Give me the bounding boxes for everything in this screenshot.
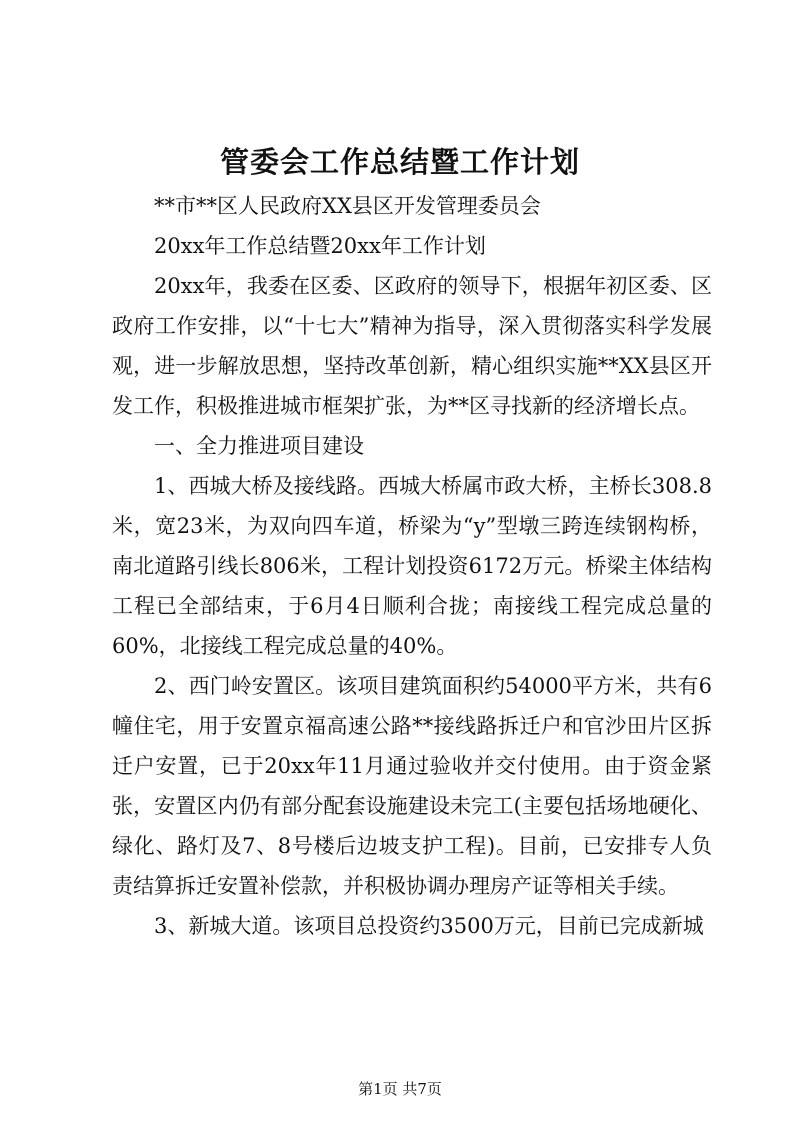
paragraph-item-3: 3、新城大道。该项目总投资约3500万元，目前已完成新城	[154, 914, 704, 938]
document-body	[112, 186, 712, 946]
paragraph-organization: **市**区人民政府XX县区开发管理委员会	[154, 194, 541, 218]
paragraph-item-1: 1、西城大桥及接线路。西城大桥属市政大桥，主桥长308.8米，宽23米，为双向四车道，桥梁为“y”型墩三跨连续钢构桥，南北道路引线长806米，工程计划投资6172万元。桥梁主体结构工程已全部结束，于6月4日顺利合拢；南接线工程完成总量的60%，北接线工程完成总量的40%。	[112, 474, 712, 658]
paragraph-subtitle: 20xx年工作总结暨20xx年工作计划	[154, 234, 486, 258]
paragraph-intro: 20xx年，我委在区委、区政府的领导下，根据年初区委、区政府工作安排，以“十七大”精神为指导，深入贯彻落实科学发展观，进一步解放思想，坚持改革创新，精心组织实施**XX县区开发工作，积极推进城市框架扩张，为**区寻找新的经济增长点。	[112, 274, 712, 418]
paragraph-item-2: 2、西门岭安置区。该项目建筑面积约54000平方米，共有6幢住宅，用于安置京福高速公路**接线路拆迁户和官沙田片区拆迁户安置，已于20xx年11月通过验收并交付使用。由于资金紧张，安置区内仍有部分配套设施建设未完工(主要包括场地硬化、绿化、路灯及7、8号楼后边坡支护工程)。目前，已安排专人负责结算拆迁安置补偿款，并积极协调办理房产证等相关手续。	[112, 674, 712, 898]
section-heading-1: 一、全力推进项目建设	[154, 434, 364, 458]
page-footer: 第1页 共7页	[358, 1080, 442, 1098]
document-title: 管委会工作总结暨工作计划	[219, 145, 580, 179]
